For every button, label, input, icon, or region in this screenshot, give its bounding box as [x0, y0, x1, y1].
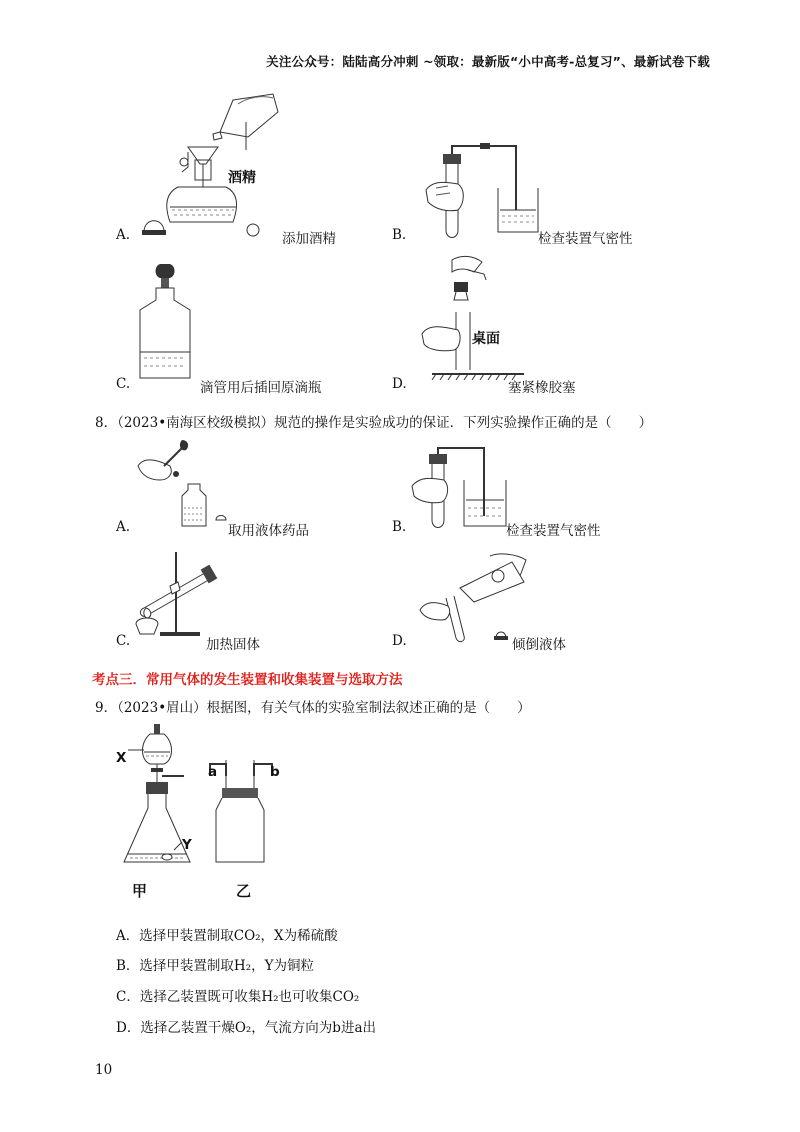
- q7-option-c-caption: 滴管用后插回原滴瓶: [200, 380, 322, 396]
- table-surface-label: 桌面: [472, 331, 500, 347]
- section-title: 考点三．常用气体的发生装置和收集装置与选取方法: [92, 672, 403, 688]
- figure-check-airtightness-2: [410, 446, 510, 530]
- page-header: 关注公众号：陆陆高分冲刺 ~领取：最新版“小中高考-总复习”、最新试卷下载: [266, 54, 710, 69]
- q8-option-b-letter: B.: [392, 519, 407, 535]
- label-jia: 甲: [132, 882, 148, 900]
- question-9-stem: 9．（2023•眉山）根据图，有关气体的实验室制法叙述正确的是（ ）: [95, 700, 531, 716]
- q8-option-d-letter: D.: [392, 633, 407, 649]
- q8-option-c-caption: 加热固体: [206, 637, 260, 653]
- add-alcohol-label: 酒精: [228, 170, 256, 186]
- label-y: Y: [182, 837, 192, 853]
- q8-option-c-letter: C.: [116, 633, 131, 649]
- q8-option-d-caption: 倾倒液体: [512, 637, 566, 653]
- figure-check-airtightness-1: [418, 140, 568, 240]
- q7-option-d-caption: 塞紧橡胶塞: [508, 380, 576, 396]
- page-number: 10: [95, 1062, 113, 1078]
- q8-option-a-caption: 取用液体药品: [228, 523, 309, 539]
- figure-take-liquid: [134, 436, 244, 530]
- q7-option-d-letter: D.: [392, 376, 407, 392]
- q8-option-a-letter: A.: [116, 519, 131, 535]
- q7-option-a-caption: 添加酒精: [282, 231, 336, 247]
- q7-option-b-caption: 检查装置气密性: [538, 231, 633, 247]
- label-a: a: [208, 764, 218, 780]
- figure-dropper-bottle: [130, 262, 200, 380]
- label-x: X: [116, 750, 127, 766]
- question-8-stem: 8．（2023•南海区校级模拟）规范的操作是实验成功的保证．下列实验操作正确的是（ ）: [95, 415, 653, 431]
- figure-heat-solid: [126, 548, 226, 640]
- figure-pour-liquid: [416, 552, 536, 644]
- q7-option-b-letter: B.: [392, 227, 407, 243]
- label-b: b: [270, 764, 280, 780]
- q9-option-a: A．选择甲装置制取CO₂，X为稀硫酸: [116, 928, 338, 944]
- figure-add-alcohol: [138, 92, 288, 242]
- figure-gas-apparatus: [110, 720, 310, 870]
- q7-option-c-letter: C.: [116, 376, 131, 392]
- q8-option-b-caption: 检查装置气密性: [506, 523, 601, 539]
- q9-option-b: B．选择甲装置制取H₂，Y为铜粒: [116, 958, 315, 974]
- q9-option-c: C．选择乙装置既可收集H₂也可收集CO₂: [116, 989, 360, 1005]
- label-yi: 乙: [236, 882, 252, 900]
- q9-option-d: D．选择乙装置干燥O₂，气流方向为b进a出: [116, 1020, 376, 1036]
- q7-option-a-letter: A.: [116, 227, 131, 243]
- figure-press-stopper: [412, 252, 532, 382]
